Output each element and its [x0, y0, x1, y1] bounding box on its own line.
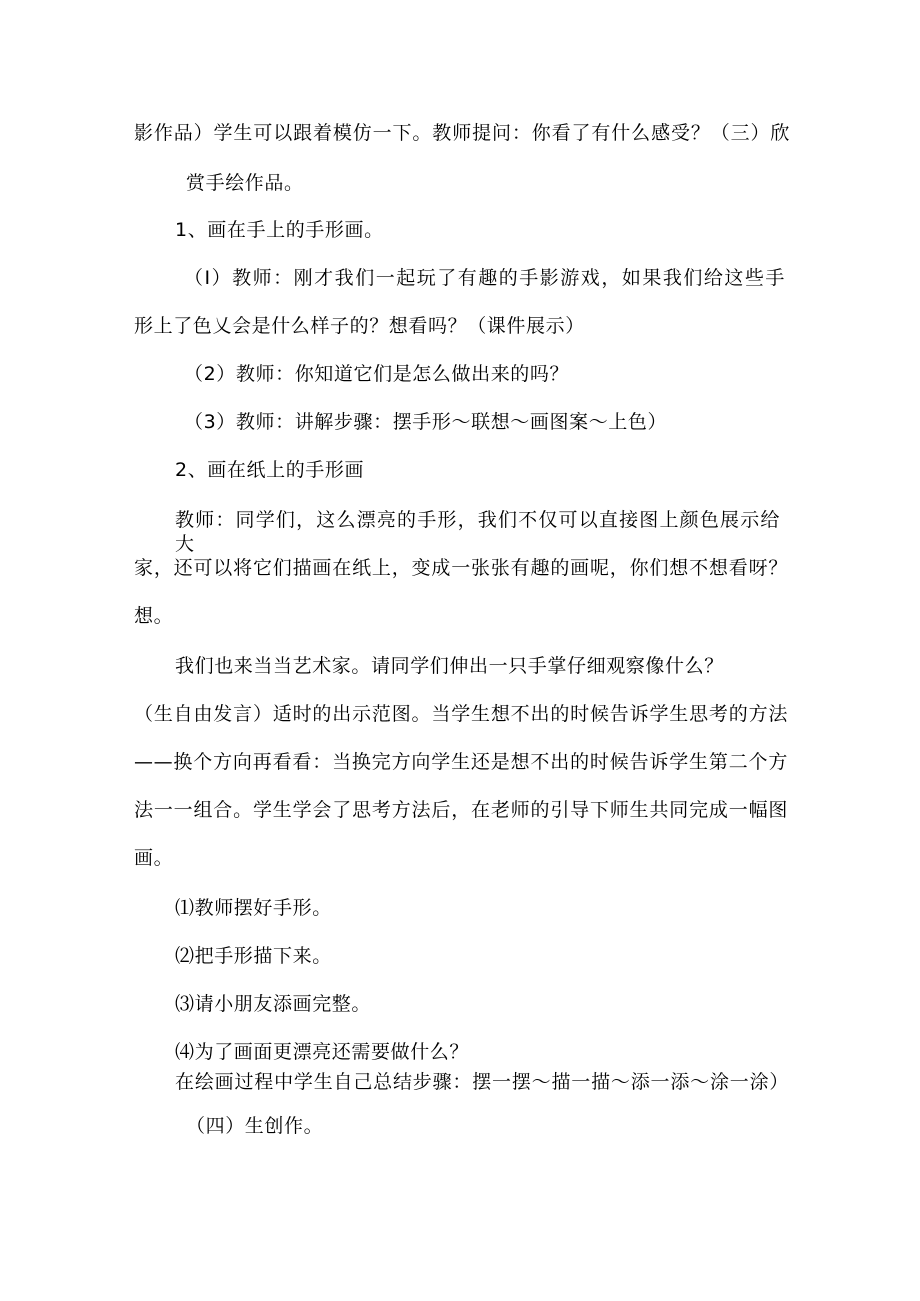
paragraph-line: 法一一组合。学生学会了思考方法后，在老师的引导下师生共同完成一幅图 — [134, 799, 788, 821]
section-heading: 1、画在手上的手形画。 — [175, 219, 384, 241]
paragraph-line: 家，还可以将它们描画在纸上，变成一张张有趣的画呢，你们想不想看呀？ — [134, 557, 788, 579]
step-item: ⑴教师摆好手形。 — [175, 897, 332, 919]
paragraph-line: ——换个方向再看看：当换完方向学生还是想不出的时候告诉学生第二个方 — [134, 751, 788, 773]
step-item: ⑶请小朋友添画完整。 — [175, 993, 372, 1015]
step-item: ⑷为了画面更漂亮还需要做什么？ — [175, 1041, 470, 1063]
paragraph-line: 影作品）学生可以跟着模仿一下。教师提问：你看了有什么感受？（三）欣 — [134, 122, 790, 144]
paragraph-line: （生自由发言）适时的出示范图。当学生想不出的时候告诉学生思考的方法 — [134, 703, 788, 725]
paragraph-line: 教师：同学们，这么漂亮的手形，我们不仅可以直接图上颜色展示给大 — [175, 509, 780, 555]
paragraph-line: 赏手绘作品。 — [186, 172, 304, 194]
paragraph-line: （3）教师：讲解步骤：摆手形～联想～画图案～上色） — [184, 411, 668, 433]
section-heading: 2、画在纸上的手形画 — [175, 459, 365, 481]
paragraph-line: （I）教师：刚才我们一起玩了有趣的手影游戏，如果我们给这些手 — [184, 267, 785, 289]
step-item: ⑵把手形描下来。 — [175, 945, 332, 967]
paragraph-line: 画。 — [134, 847, 174, 869]
section-heading: （四）生创作。 — [186, 1115, 324, 1137]
paragraph-line: 我们也来当当艺术家。请同学们伸出一只手掌仔细观察像什么？ — [175, 655, 724, 677]
paragraph-line: （2）教师：你知道它们是怎么做出来的吗？ — [184, 363, 570, 385]
paragraph-line: 在绘画过程中学生自己总结步骤：摆一摆～描一描～添一添～涂一涂） — [175, 1071, 789, 1093]
paragraph-line: 形上了色乂会是什么样子的？想看吗？（课件展示） — [134, 315, 585, 337]
paragraph-line: 想。 — [134, 605, 174, 627]
